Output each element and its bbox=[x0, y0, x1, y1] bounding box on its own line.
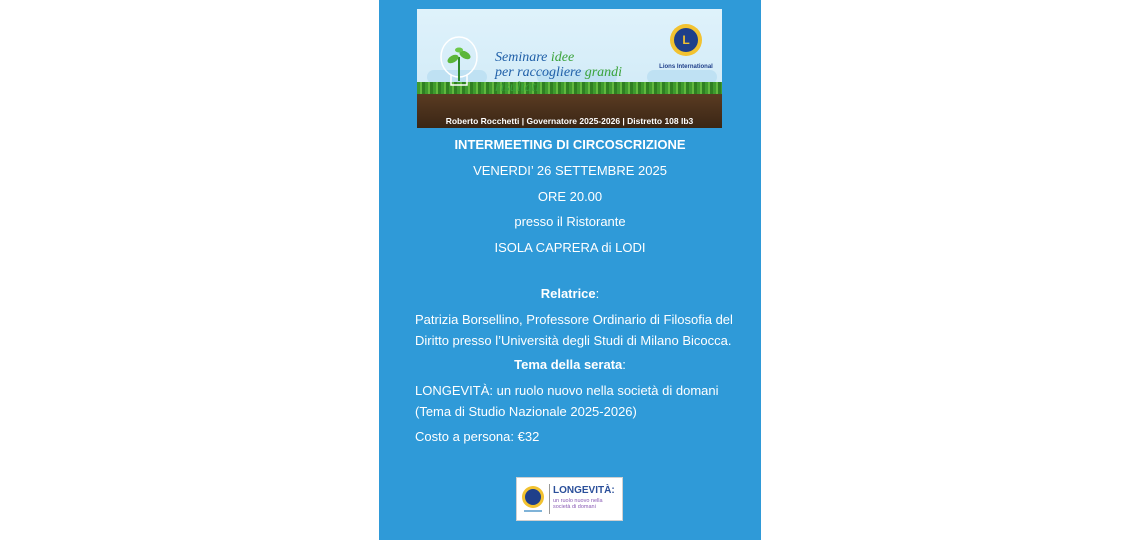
theme-heading bbox=[379, 357, 761, 373]
event-title: INTERMEETING DI CIRCOSCRIZIONE bbox=[454, 137, 686, 152]
svg-text:L: L bbox=[682, 33, 690, 47]
lions-emblem-icon bbox=[520, 484, 546, 514]
longevity-tagline: un ruolo nuovo nella società di domani bbox=[553, 498, 603, 510]
theme-colon: : bbox=[622, 357, 626, 372]
event-date: VENERDI’ 26 SETTEMBRE 2025 bbox=[473, 163, 667, 178]
slogan-text: per raccogliere bbox=[495, 65, 582, 80]
speaker-line: Patrizia Borsellino, Professore Ordinario di Filosofia del bbox=[415, 312, 733, 327]
longevity-wordmark: LONGEVITÀ: bbox=[553, 485, 615, 496]
banner-slogan bbox=[495, 50, 645, 95]
theme-line: LONGEVITÀ: un ruolo nuovo nella società di domani bbox=[415, 383, 719, 398]
lions-logo bbox=[657, 23, 715, 70]
logo-divider bbox=[549, 484, 550, 514]
lions-emblem-icon bbox=[669, 23, 703, 57]
speaker-heading bbox=[379, 286, 761, 302]
slogan-text: Seminare bbox=[495, 50, 548, 65]
event-time: ORE 20.00 bbox=[537, 189, 603, 204]
banner-footer: Roberto Rocchetti | Governatore 2025-2026 | Distretto 108 Ib3 bbox=[445, 116, 694, 126]
speaker-line: Diritto presso l’Università degli Studi di Milano Bicocca. bbox=[415, 333, 732, 348]
lions-label: Lions International bbox=[659, 64, 713, 70]
slogan-highlight: grandi risultati bbox=[495, 65, 623, 95]
longevity-logo bbox=[517, 478, 622, 520]
lightbulb-plant-icon bbox=[437, 35, 481, 95]
speaker-colon: : bbox=[595, 286, 600, 301]
venue-intro: presso il Ristorante bbox=[514, 214, 626, 229]
venue-name: ISOLA CAPRERA di LODI bbox=[494, 240, 646, 255]
slogan-highlight: idee bbox=[550, 50, 575, 65]
theme-line: (Tema di Studio Nazionale 2025-2026) bbox=[415, 404, 637, 419]
cost-text: Costo a persona: €32 bbox=[415, 429, 540, 444]
header-banner bbox=[417, 9, 722, 128]
event-poster bbox=[379, 0, 761, 540]
theme-label: Tema della serata bbox=[514, 357, 623, 372]
speaker-description bbox=[415, 309, 735, 351]
theme-description bbox=[415, 380, 735, 422]
speaker-label: Relatrice bbox=[540, 286, 596, 301]
